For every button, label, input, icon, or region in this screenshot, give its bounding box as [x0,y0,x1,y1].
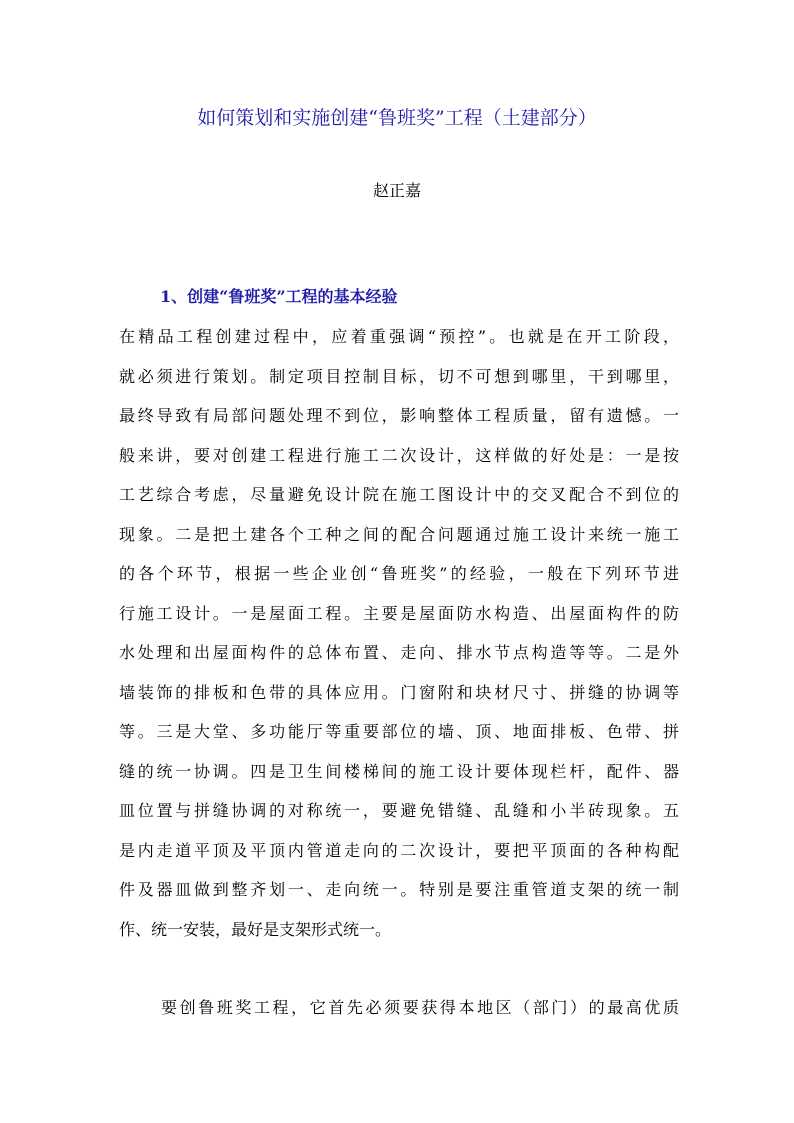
paragraph-line: 的各个环节，根据一些企业创“鲁班奖”的经验，一般在下列环节进 [119,564,679,583]
paragraph-line: 等。三是大堂、多功能厅等重要部位的墙、顶、地面排板、色带、拼 [119,722,679,741]
paragraph-1 [119,317,679,949]
document-author: 赵正嘉 [372,181,421,200]
paragraph-2 [119,988,679,1028]
section-heading: 1、创建“鲁班奖”工程的基本经验 [160,287,398,306]
paragraph-line: 般来讲，要对创建工程进行施工二次设计，这样做的好处是：一是按 [119,445,679,465]
paragraph-line: 在精品工程创建过程中，应着重强调“预控”。也就是在开工阶段， [119,327,679,346]
paragraph-line: 墙装饰的排板和色带的具体应用。门窗附和块材尺寸、拼缝的协调等 [119,682,679,702]
paragraph-line: 工艺综合考虑，尽量避免设计院在施工图设计中的交叉配合不到位的 [119,485,679,504]
paragraph-line: 是内走道平顶及平顶内管道走向的二次设计，要把平顶面的各种构配 [119,840,679,860]
paragraph-line: 水处理和出屋面构件的总体布置、走向、排水节点构造等等。二是外 [119,643,679,662]
paragraph-line: 行施工设计。一是屋面工程。主要是屋面防水构造、出屋面构件的防 [119,603,679,623]
paragraph-line: 现象。二是把土建各个工种之间的配合问题通过施工设计来统一施工 [119,524,679,544]
paragraph-line: 要创鲁班奖工程，它首先必须要获得本地区（部门）的最高优质 [161,998,679,1017]
paragraph-line: 缝的统一协调。四是卫生间楼梯间的施工设计要体现栏杆，配件、器 [119,761,679,781]
paragraph-line: 件及器皿做到整齐划一、走向统一。特别是要注重管道支架的统一制 [119,880,679,899]
paragraph-line: 皿位置与拼缝协调的对称统一，要避免错缝、乱缝和小半砖现象。五 [119,801,679,820]
paragraph-line: 最终导致有局部问题处理不到位，影响整体工程质量，留有遗憾。一 [119,406,679,425]
paragraph-line: 作、统一安装，最好是支架形式统一。 [119,919,392,939]
paragraph-line: 就必须进行策划。制定项目控制目标，切不可想到哪里，干到哪里， [119,366,679,386]
document-title: 如何策划和实施创建“鲁班奖”工程（土建部分） [197,107,597,129]
